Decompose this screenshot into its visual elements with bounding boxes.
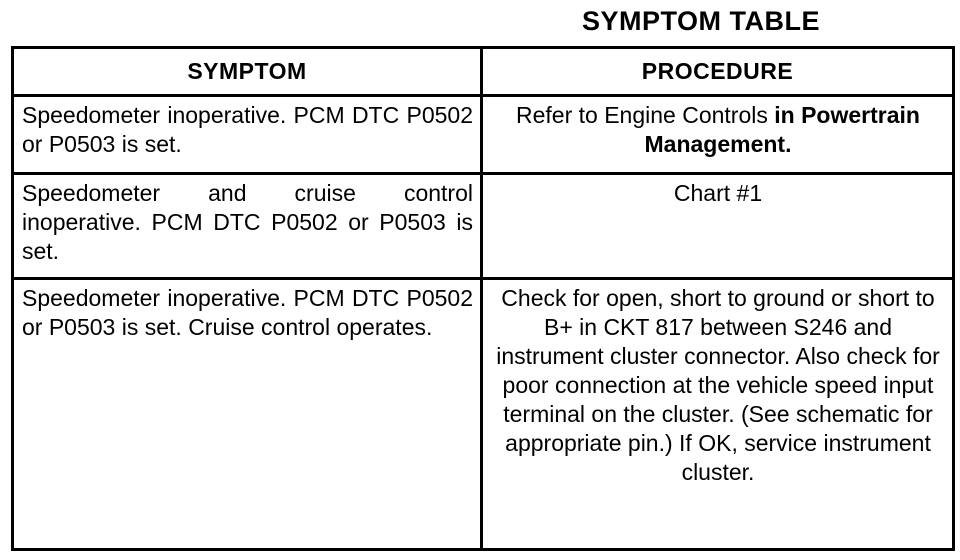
symptom-column-header: SYMPTOM <box>13 48 482 96</box>
table-row <box>13 278 954 549</box>
table-title: SYMPTOM TABLE <box>582 6 821 36</box>
procedure-text: Refer to Engine Controls <box>516 102 768 128</box>
symptom-table <box>11 46 955 551</box>
header-row <box>13 48 954 96</box>
symptom-cell: Speedometer inoperative. PCM DTC P0502 or P0503 is set. <box>13 96 482 174</box>
procedure-cell <box>482 96 954 174</box>
procedure-emphasis-text: in Powertrain Management. <box>644 102 920 157</box>
table-row <box>13 174 954 279</box>
procedure-cell: Chart #1 <box>482 174 954 279</box>
procedure-column-header: PROCEDURE <box>482 48 954 96</box>
procedure-cell: Check for open, short to ground or short to B+ in CKT 817 between S246 and instrument cluster connector. Also check for poor connection at the vehicle speed input terminal on the cluster. (See schematic for appropriate pin.) If OK, service instrument cluster. <box>482 278 954 549</box>
table-row <box>13 96 954 174</box>
symptom-cell: Speedometer and cruise control inoperative. PCM DTC P0502 or P0503 is set. <box>13 174 482 279</box>
symptom-cell: Speedometer inoperative. PCM DTC P0502 or P0503 is set. Cruise control operates. <box>13 278 482 549</box>
